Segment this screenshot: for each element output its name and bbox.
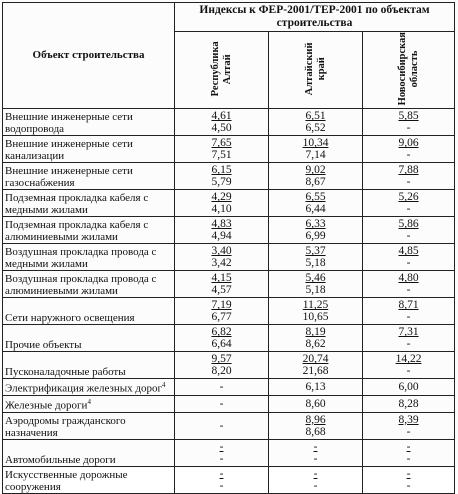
value-cell: 10,34 7,14 [269, 136, 363, 163]
value-cell: 8,60 [269, 396, 363, 413]
table-row [3, 271, 455, 298]
row-name: Воздушная прокладка провода с медными жилами [3, 244, 175, 271]
value-cell: 6,13 [269, 379, 363, 396]
value-cell: 6,55 6,44 [269, 190, 363, 217]
value-cell: 4,29 4,10 [175, 190, 269, 217]
value-cell: 8,71 - [363, 298, 455, 325]
value-cell: 9,02 8,67 [269, 163, 363, 190]
value-cell: - - [175, 439, 269, 466]
value-cell: 20,74 21,68 [269, 352, 363, 379]
value-cell: 8,28 [363, 396, 455, 413]
row-name: Сети наружного освещения [3, 298, 175, 325]
value-cell: 4,83 4,94 [175, 217, 269, 244]
row-name: Прочие объекты [3, 325, 175, 352]
table-row [3, 190, 455, 217]
region-header-altai-republic: Республика Алтай [175, 32, 269, 109]
object-column-header: Объект строительства [3, 3, 175, 109]
table-row [3, 439, 455, 466]
value-cell: - - [363, 466, 455, 493]
row-name: Искусственные дорожные сооружения [3, 466, 175, 493]
value-cell: - - [269, 439, 363, 466]
value-cell: 4,15 4,57 [175, 271, 269, 298]
table-row [3, 163, 455, 190]
row-name: Аэродромы гражданского назначения [3, 412, 175, 439]
region-header-altai-krai: Алтайский край [269, 32, 363, 109]
table-row [3, 396, 455, 413]
value-cell: 4,85 - [363, 244, 455, 271]
table-row [3, 352, 455, 379]
value-cell: - - [363, 439, 455, 466]
row-name: Внешние инженерные сети канализации [3, 136, 175, 163]
value-cell: 8,39 - [363, 412, 455, 439]
value-cell: 9,06 - [363, 136, 455, 163]
row-name: Электрификация железных дорог$^4$ [3, 379, 175, 396]
row-name: Внешние инженерные сети газоснабжения [3, 163, 175, 190]
value-cell: - [175, 412, 269, 439]
value-cell: 5,26 - [363, 190, 455, 217]
value-cell: 7,65 7,51 [175, 136, 269, 163]
value-cell: 6,15 5,79 [175, 163, 269, 190]
value-cell: - - [269, 466, 363, 493]
indices-table [2, 2, 455, 494]
table-row [3, 298, 455, 325]
table-row [3, 109, 455, 136]
row-name: Подземная прокладка кабеля с медными жилами [3, 190, 175, 217]
row-name: Пусконаладочные работы [3, 352, 175, 379]
table-row [3, 325, 455, 352]
value-cell: 7,19 6,77 [175, 298, 269, 325]
value-cell: 14,22 - [363, 352, 455, 379]
table-row [3, 244, 455, 271]
indices-title: Индексы к ФЕР-2001/ТЕР-2001 по объектам строительства [175, 3, 455, 32]
table-row [3, 466, 455, 493]
row-name: Автомобильные дороги [3, 439, 175, 466]
value-cell: 5,85 - [363, 109, 455, 136]
value-cell: 8,19 8,62 [269, 325, 363, 352]
value-cell: - [175, 379, 269, 396]
value-cell: 9,57 8,20 [175, 352, 269, 379]
value-cell: 5,37 5,18 [269, 244, 363, 271]
table-row [3, 217, 455, 244]
value-cell: 4,80 - [363, 271, 455, 298]
value-cell: 6,51 6,52 [269, 109, 363, 136]
value-cell: - - [175, 466, 269, 493]
table-row [3, 379, 455, 396]
row-name: Железные дороги$^4$ [3, 396, 175, 413]
row-name: Воздушная прокладка провода с алюминиевыми жилами [3, 271, 175, 298]
value-cell: 6,33 6,99 [269, 217, 363, 244]
value-cell: 5,86 - [363, 217, 455, 244]
value-cell: 6,00 [363, 379, 455, 396]
value-cell: 11,25 10,65 [269, 298, 363, 325]
value-cell: 8,96 8,68 [269, 412, 363, 439]
value-cell: - [175, 396, 269, 413]
table-row [3, 412, 455, 439]
row-name: Подземная прокладка кабеля с алюминиевыми жилами [3, 217, 175, 244]
value-cell: 5,46 5,18 [269, 271, 363, 298]
value-cell: 7,31 - [363, 325, 455, 352]
row-name: Внешние инженерные сети водопровода [3, 109, 175, 136]
value-cell: 7,88 - [363, 163, 455, 190]
table-row [3, 136, 455, 163]
region-header-novosibirsk: Новосибирская область [363, 32, 455, 109]
value-cell: 6,82 6,64 [175, 325, 269, 352]
value-cell: 4,61 4,50 [175, 109, 269, 136]
value-cell: 3,40 3,42 [175, 244, 269, 271]
